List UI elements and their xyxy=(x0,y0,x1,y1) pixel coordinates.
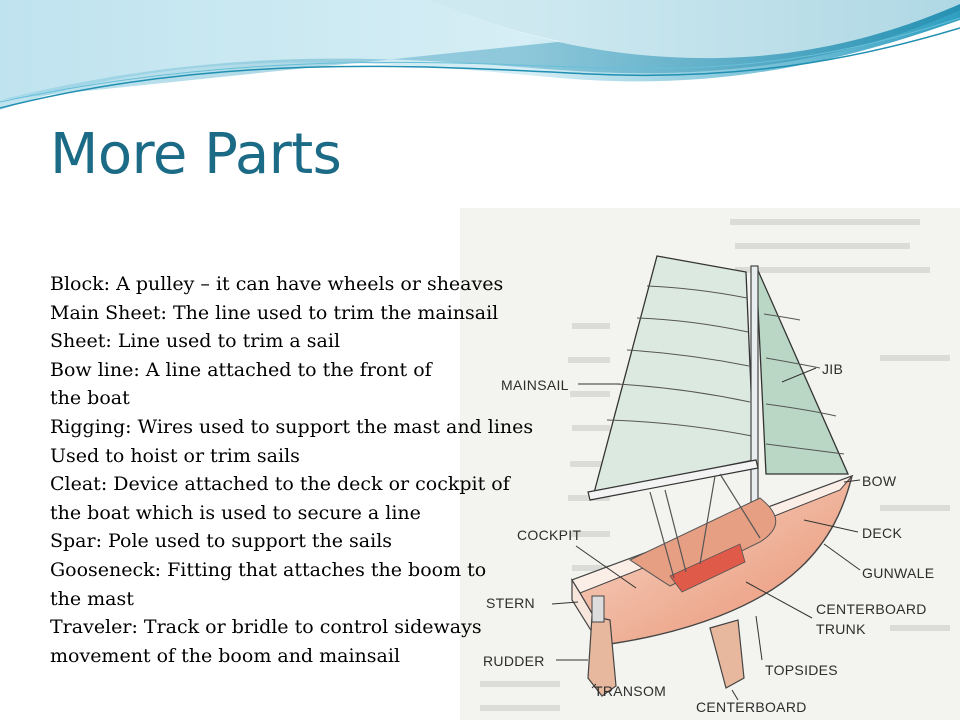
definition-block: Block: A pulley – it can have wheels or sheaves xyxy=(50,273,504,295)
label-stern: STERN xyxy=(486,595,535,611)
label-gunwale: GUNWALE xyxy=(862,565,935,581)
definitions-list xyxy=(50,270,580,670)
label-centerboard-trunk-line1: CENTERBOARD xyxy=(816,601,927,617)
definition-main-sheet: Main Sheet: The line used to trim the mainsail xyxy=(50,301,499,324)
label-mainsail: MAINSAIL xyxy=(501,377,569,393)
label-rudder: RUDDER xyxy=(483,653,545,669)
header-wave-decoration xyxy=(0,0,960,120)
slide-title: More Parts xyxy=(50,122,342,187)
definition-traveler: Traveler: Track or bridle to control sideways movement of the boom and mainsail xyxy=(50,616,482,667)
definition-bow-line: Bow line: A line attached to the front of the boat xyxy=(50,358,432,410)
label-transom: TRANSOM xyxy=(594,683,667,699)
label-cockpit: COCKPIT xyxy=(517,527,582,543)
label-centerboard-trunk-line2: TRUNK xyxy=(816,621,866,637)
definition-spar: Spar: Pole used to support the sails xyxy=(50,530,393,553)
label-topsides: TOPSIDES xyxy=(765,662,838,678)
label-centerboard: CENTERBOARD xyxy=(696,699,807,715)
definition-gooseneck: Gooseneck: Fitting that attaches the boom to the mast xyxy=(50,558,487,610)
definition-cleat: Cleat: Device attached to the deck or cockpit of the boat which is used to secure a line xyxy=(50,473,510,524)
definition-sheet: Sheet: Line used to trim a sail xyxy=(50,330,341,353)
label-bow: BOW xyxy=(862,473,897,489)
label-deck: DECK xyxy=(862,525,903,541)
definition-rigging: Rigging: Wires used to support the mast and lines Used to hoist or trim sails xyxy=(50,415,534,467)
label-jib: JIB xyxy=(822,361,844,377)
mast xyxy=(751,266,758,528)
